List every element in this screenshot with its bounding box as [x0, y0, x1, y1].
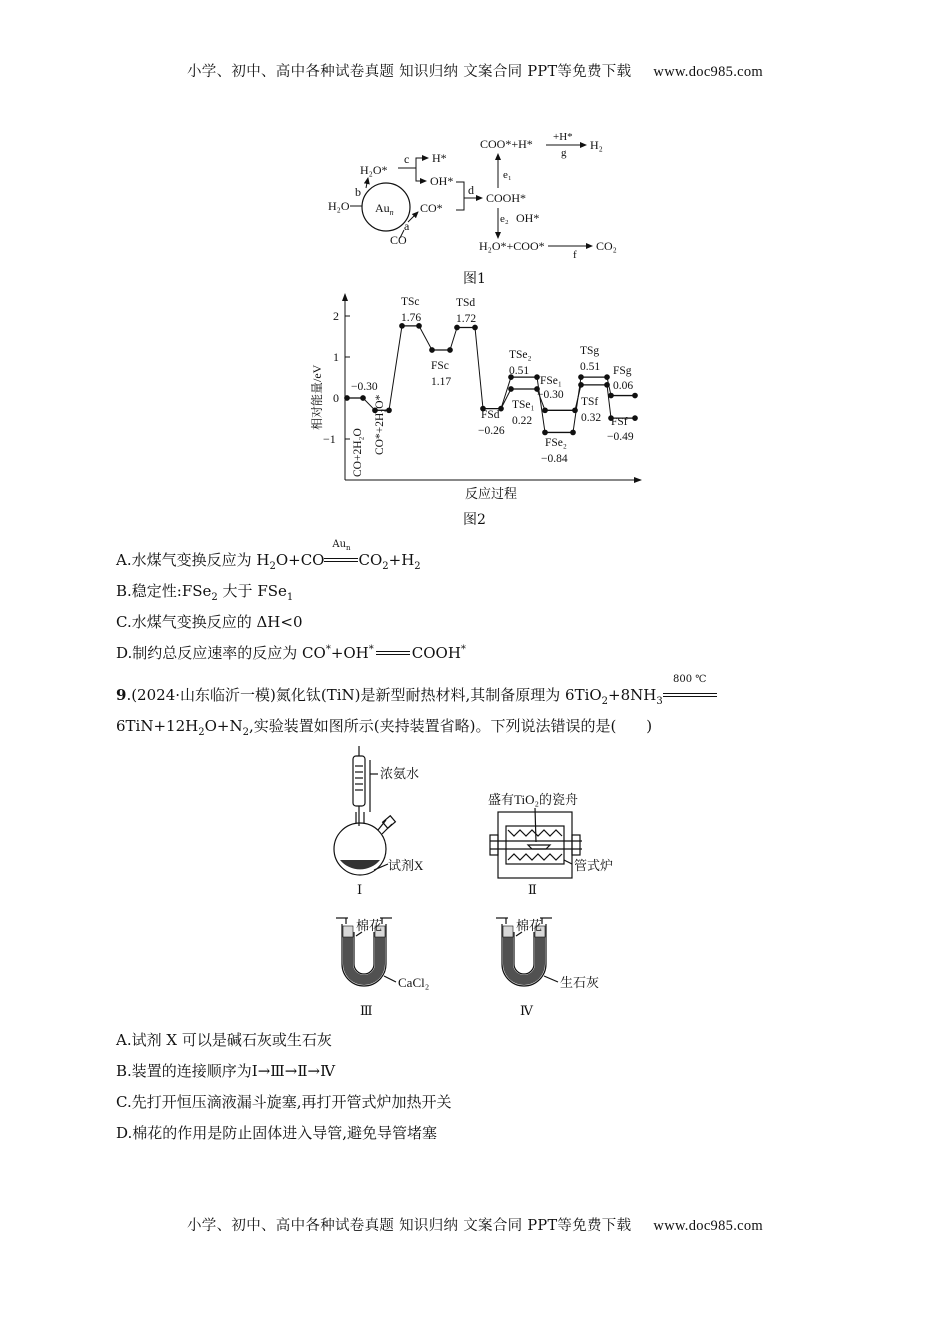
- q8-option-d[interactable]: D.制约总反应速率的反应为 CO*+OH* COOH*: [116, 644, 466, 662]
- oh-star-2: OH*: [516, 211, 540, 225]
- label-reagent-x: 试剂X: [388, 858, 424, 873]
- connector-2: [419, 326, 432, 350]
- value-tsf: 0.32: [581, 412, 602, 424]
- label-cotton-iii: 棉花: [356, 918, 383, 933]
- value-tse2: 0.51: [509, 365, 530, 377]
- co-star: CO*: [420, 201, 443, 215]
- label-d: d: [468, 183, 474, 197]
- connector-3: [450, 327, 457, 350]
- figure-1-caption: 图1: [463, 271, 486, 287]
- label-apparatus-iv: Ⅳ: [520, 1003, 533, 1017]
- connector-4: [475, 327, 483, 408]
- label-cacl2: CaCl₂: [398, 975, 430, 990]
- q8-option-b[interactable]: B.稳定性:FSe$_2$ 大于 FSe$_1$: [116, 582, 294, 603]
- h2o-coo: H₂O*+COO*: [479, 239, 545, 253]
- q9-option-d[interactable]: D.棉花的作用是防止固体进入导管,避免导管堵塞: [116, 1124, 438, 1142]
- label-c: c: [404, 152, 410, 166]
- label-a: a: [404, 219, 410, 233]
- state-label-fsf: FSf: [611, 416, 628, 428]
- value-tsc: 1.76: [401, 312, 422, 324]
- label-b: b: [355, 185, 361, 199]
- co-in: CO: [390, 233, 407, 247]
- value-fsd: −0.26: [478, 425, 505, 437]
- label-apparatus-ii: Ⅱ: [528, 882, 537, 897]
- label-cotton-iv: 棉花: [516, 918, 543, 933]
- connector-1: [389, 326, 402, 410]
- figure-2-caption: 图2: [463, 512, 486, 528]
- level-co-2h2o-dot: [345, 396, 349, 400]
- coo-h-star: COO*+H*: [480, 137, 533, 151]
- state-label-fse2: FSe₂: [545, 437, 567, 449]
- oh-star: OH*: [430, 174, 454, 188]
- state-label-fse1: FSe₁: [540, 375, 562, 387]
- figure-1-mechanism: [320, 126, 640, 266]
- level-fsf-dot: [633, 416, 637, 420]
- ytick-0: 0: [333, 391, 339, 405]
- page-header: [0, 60, 950, 81]
- state-label-tsf: TSf: [581, 396, 599, 408]
- q9-stem-line1: 9.(2024·山东临沂一模)氮化钛(TiN)是新型耐热材料,其制备原理为 $6TiO_2+8NH_3$ 800 ℃: [116, 684, 717, 707]
- apparatus-figure: [320, 742, 640, 1017]
- value-tsg: 0.51: [580, 361, 601, 373]
- value-tse1: 0.22: [512, 415, 533, 427]
- state-label-tsd: TSd: [456, 297, 476, 309]
- q9-option-b[interactable]: B.装置的连接顺序为Ⅰ→Ⅲ→Ⅱ→Ⅳ: [116, 1062, 336, 1080]
- level-tse1-dot: [509, 387, 513, 391]
- cooh-star: COOH*: [486, 191, 527, 205]
- label-g: g: [561, 147, 567, 159]
- state-label-tse2: TSe₂: [509, 349, 532, 361]
- value-tsd: 1.72: [456, 313, 477, 325]
- label-lime: 生石灰: [560, 975, 600, 990]
- figure-2-energy-diagram: [305, 292, 650, 504]
- h2-product: H₂: [590, 138, 603, 152]
- state-label-co-2h2o: CO+2H₂O: [352, 428, 364, 477]
- level-fsg-dot: [633, 393, 637, 397]
- catalyst-label: $Au_n$: [375, 201, 394, 217]
- header-site: www.doc985.com: [653, 64, 763, 80]
- state-label-co-star: CO*+2H₂O*: [374, 394, 386, 455]
- label-boat: 盛有TiO₂的瓷舟: [488, 792, 579, 807]
- value-fse1: −0.30: [537, 389, 564, 401]
- h2o-star: H₂O*: [360, 163, 388, 177]
- y-axis-label: 相对能量/eV: [310, 364, 324, 430]
- connector-12: [607, 385, 611, 418]
- q8-option-c[interactable]: C.水煤气变换反应的 ΔH<0: [116, 613, 303, 631]
- plus-h: +H*: [553, 131, 573, 143]
- label-apparatus-i: Ⅰ: [357, 882, 363, 897]
- state-label-fsg: FSg: [613, 365, 632, 377]
- h2o-in: H₂O: [328, 199, 350, 213]
- label-apparatus-iii: Ⅲ: [360, 1003, 373, 1017]
- h-star: H*: [432, 151, 447, 165]
- q9-stem-line2: $6TiN+12H_2O+N_2$,实验装置如图所示(夹持装置省略)。下列说法错误的是( ): [116, 717, 653, 738]
- x-axis-label: 反应过程: [465, 486, 518, 501]
- value-fse2: −0.84: [541, 453, 568, 465]
- label-f: f: [573, 249, 577, 261]
- state-label-fsc: FSc: [431, 360, 449, 372]
- value-co-star: −0.30: [351, 381, 378, 393]
- value-fsg: 0.06: [613, 380, 634, 392]
- label-e1: e₁: [503, 169, 512, 181]
- ytick-neg1: −1: [323, 432, 336, 446]
- value-fsc: 1.17: [431, 376, 452, 388]
- footer-text: 小学、初中、高中各种试卷真题 知识归纳 文案合同 PPT等免费下载: [187, 1218, 632, 1234]
- value-fsf: −0.49: [607, 431, 634, 443]
- label-ammonia: 浓氨水: [380, 766, 420, 781]
- label-furnace: 管式炉: [574, 858, 614, 873]
- ytick-2: 2: [333, 309, 339, 323]
- ytick-1: 1: [333, 350, 339, 364]
- connector-9: [573, 377, 581, 432]
- state-label-tsc: TSc: [401, 296, 420, 308]
- state-label-tse1: TSe₁: [512, 399, 535, 411]
- page-footer: [0, 1214, 950, 1235]
- q8-option-a[interactable]: A.水煤气变换反应为 $H_2O+CO$ $Au_n$ $CO_2+H_2$: [116, 539, 421, 572]
- header-text: 小学、初中、高中各种试卷真题 知识归纳 文案合同 PPT等免费下载: [187, 64, 632, 80]
- state-label-tsg: TSg: [580, 345, 600, 357]
- label-e2: e₂: [500, 213, 509, 225]
- q9-option-c[interactable]: C.先打开恒压滴液漏斗旋塞,再打开管式炉加热开关: [116, 1093, 452, 1111]
- state-label-fsd: FSd: [481, 409, 500, 421]
- q9-option-a[interactable]: A.试剂 X 可以是碱石灰或生石灰: [116, 1031, 332, 1049]
- co2-product: CO₂: [596, 239, 617, 253]
- footer-site: www.doc985.com: [653, 1218, 763, 1234]
